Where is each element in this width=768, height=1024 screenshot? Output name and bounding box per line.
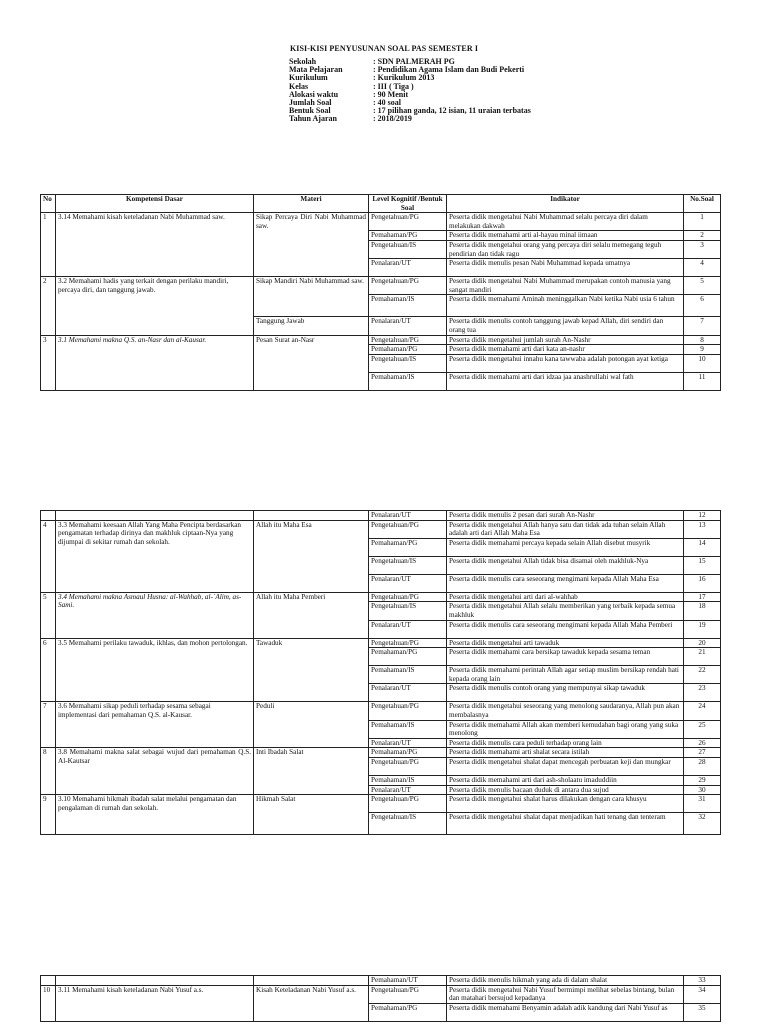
cell-indikator: Peserta didik memahami Allah akan memberi kemudahan bagi orang yang suka menolong	[447, 720, 684, 738]
cell-indikator: Peserta didik menulis cara peduli terhadap orang lain	[447, 738, 684, 748]
cell-no-soal: 13	[684, 520, 721, 538]
cell-level: Pengetahuan/PG	[369, 638, 447, 648]
cell-kompetensi-dasar: 3.11 Memahami kisah keteladanan Nabi Yusuf a.s.	[56, 985, 254, 1021]
cell-no: 10	[41, 985, 56, 1021]
cell-materi: Tanggung Jawab	[254, 317, 369, 335]
cell-no-soal: 2	[684, 231, 721, 241]
cell-indikator: Peserta didik memahami arti al-hayau minal iimaan	[447, 231, 684, 241]
cell-no-soal: 31	[684, 795, 721, 813]
cell-no-soal: 29	[684, 775, 721, 785]
cell-no-soal: 24	[684, 702, 721, 720]
cell-indikator: Peserta didik mengetahui seseorang yang menolong saudaranya, Allah pun akan membalasnya	[447, 702, 684, 720]
cell-level: Pemahaman/IS	[369, 372, 447, 390]
info-label: Alokasi waktu	[289, 89, 339, 99]
cell-kompetensi-dasar: 3.1 Memahami makna Q.S. an-Nasr dan al-Kausar.	[56, 335, 254, 390]
cell-indikator: Peserta didik menulis contoh orang yang mempunyai sikap tawaduk	[447, 684, 684, 702]
cell-indikator: Peserta didik memahami percaya kepada selain Allah disebut musyrik	[447, 538, 684, 556]
cell-indikator: Peserta didik mengetahui Nabi Muhammad selalu percaya diri dalam melakukan dakwah	[447, 213, 684, 231]
cell-level: Pemahaman/IS	[369, 775, 447, 785]
cell-no-soal: 33	[684, 976, 721, 986]
cell-indikator: Peserta didik menulis hikmah yang ada di dalam shalat	[447, 976, 684, 986]
cell-kompetensi-dasar: 3.3 Memahami keesaan Allah Yang Maha Pencipta berdasarkan pengamatan terhadap dirinya dan makhluk ciptaan-Nya yang dijumpai di sekitar rumah dan sekolah.	[56, 520, 254, 592]
cell-indikator: Peserta didik memahami arti shalat secara istilah	[447, 748, 684, 758]
cell-indikator: Peserta didik memahami arti dari ash-sholaatu imaduddiin	[447, 775, 684, 785]
cell-indikator: Peserta didik memahami Aminah meninggalkan Nabi ketika Nabi usia 6 tahun	[447, 295, 684, 317]
grid-table-page-2	[40, 510, 721, 835]
cell-no-soal: 12	[684, 511, 721, 521]
grid-table-page-3	[40, 975, 721, 1022]
cell-no: 4	[41, 520, 56, 592]
cell-indikator: Peserta didik mengetahui Allah tidak bisa disamai oleh makhluk-Nya	[447, 556, 684, 574]
cell-no-soal: 4	[684, 259, 721, 277]
cell-no-soal: 5	[684, 277, 721, 295]
cell-level: Pemahaman/IS	[369, 720, 447, 738]
cell-level: Penalaran/UT	[369, 317, 447, 335]
cell-no-soal: 1	[684, 213, 721, 231]
cell-level: Pemahaman/UT	[369, 976, 447, 986]
cell-level: Pemahaman/IS	[369, 666, 447, 684]
cell-indikator: Peserta didik mengetahui shalat harus dilakukan dengan cara khusyu	[447, 795, 684, 813]
cell-no: 2	[41, 277, 56, 335]
cell-kompetensi-dasar	[56, 511, 254, 521]
cell-indikator: Peserta didik menulis contoh tanggung jawab kepad Allah, diri sendiri dan orang tua	[447, 317, 684, 335]
info-value: : 90 Menit	[373, 89, 409, 99]
cell-indikator: Peserta didik menulis cara seseorang mengimani kepada Allah Maha Pemberi	[447, 620, 684, 638]
cell-no: 1	[41, 213, 56, 277]
cell-indikator: Peserta didik menulis cara seseorang mengimani kepada Allah Maha Esa	[447, 574, 684, 592]
cell-no-soal: 22	[684, 666, 721, 684]
cell-level: Penalaran/UT	[369, 259, 447, 277]
cell-indikator: Peserta didik memahami cara bersikap tawaduk kepada sesama teman	[447, 648, 684, 666]
cell-materi	[254, 976, 369, 986]
table-row	[41, 511, 721, 521]
info-value: : Pendidikan Agama Islam dan Budi Pekerti	[373, 65, 525, 75]
cell-level: Pengetahuan/PG	[369, 335, 447, 345]
info-value: : 2018/2019	[373, 114, 412, 124]
cell-level: Pemahaman/PG	[369, 648, 447, 666]
table-row	[41, 277, 721, 295]
cell-no-soal: 15	[684, 556, 721, 574]
document-title: KISI-KISI PENYUSUNAN SOAL PAS SEMESTER I	[289, 44, 479, 53]
cell-level: Penalaran/UT	[369, 684, 447, 702]
document-info	[289, 58, 531, 124]
table-row	[41, 213, 721, 231]
cell-materi: Sikap Percaya Diri Nabi Muhammad saw.	[254, 213, 369, 277]
cell-no: 8	[41, 748, 56, 795]
info-label: Tahun Ajaran	[289, 114, 337, 124]
cell-no-soal: 7	[684, 317, 721, 335]
cell-level: Penalaran/UT	[369, 738, 447, 748]
cell-no-soal: 32	[684, 813, 721, 835]
cell-kompetensi-dasar: 3.14 Memahami kisah keteladanan Nabi Muhammad saw.	[56, 213, 254, 277]
cell-level: Pengetahuan/PG	[369, 702, 447, 720]
table-header-row	[41, 195, 721, 213]
table-row	[41, 592, 721, 602]
cell-indikator: Peserta didik mengetahui shalat dapat mencegah perbuatan keji dan mungkar	[447, 757, 684, 775]
cell-level: Pemahaman/PG	[369, 231, 447, 241]
cell-level: Pengetahuan/PG	[369, 213, 447, 231]
cell-kompetensi-dasar: 3.2 Memahami hadis yang terkait dengan perilaku mandiri, percaya diri, dan tanggung jawab.	[56, 277, 254, 335]
cell-materi: Allah itu Maha Esa	[254, 520, 369, 592]
cell-indikator: Peserta didik menulis pesan Nabi Muhammad kepada umatnya	[447, 259, 684, 277]
cell-level: Penalaran/UT	[369, 620, 447, 638]
header-indikator: Indikator	[447, 195, 684, 213]
cell-indikator: Peserta didik menulis 2 pesan dari surah An-Nashr	[447, 511, 684, 521]
cell-no-soal: 34	[684, 985, 721, 1003]
header-kompetensi-dasar: Kompetensi Dasar	[56, 195, 254, 213]
cell-level: Pemahaman/PG	[369, 1003, 447, 1021]
cell-indikator: Peserta didik memahami Benyamin adalah adik kandung dari Nabi Yusuf as	[447, 1003, 684, 1021]
cell-no-soal: 30	[684, 785, 721, 795]
header-no-soal: No.Soal	[684, 195, 721, 213]
cell-level: Pengetahuan/IS	[369, 602, 447, 620]
cell-level: Pengetahuan/IS	[369, 556, 447, 574]
cell-indikator: Peserta didik memahami arti dari kata an-nashr	[447, 345, 684, 355]
cell-no-soal: 26	[684, 738, 721, 748]
header-level-kognitif: Level Kognitif /Bentuk Soal	[369, 195, 447, 213]
cell-kompetensi-dasar: 3.6 Memahami sikap peduli terhadap sesama sebagai implementasi dari pemahaman Q.S. al-Kausar.	[56, 702, 254, 748]
cell-no	[41, 511, 56, 521]
cell-level: Pengetahuan/IS	[369, 354, 447, 372]
cell-no-soal: 18	[684, 602, 721, 620]
cell-no-soal: 8	[684, 335, 721, 345]
cell-indikator: Peserta didik mengetahui Nabi Yusuf bermimpi melihat sebelas bintang, bulan dan matahari bersujud kepadanya	[447, 985, 684, 1003]
table-row	[41, 795, 721, 813]
cell-indikator: Peserta didik mengetahui Allah selalu memberikan yang terbaik kepada semua makhluk	[447, 602, 684, 620]
cell-indikator: Peserta didik mengetahui jumlah surah An-Nashr	[447, 335, 684, 345]
cell-no-soal: 28	[684, 757, 721, 775]
cell-level: Pengetahuan/PG	[369, 592, 447, 602]
cell-indikator: Peserta didik mengetahui arti tawaduk	[447, 638, 684, 648]
cell-no-soal: 23	[684, 684, 721, 702]
info-label: Kelas	[289, 81, 309, 91]
cell-no-soal: 9	[684, 345, 721, 355]
cell-level: Pemahaman/PG	[369, 538, 447, 556]
info-label: Bentuk Soal	[289, 106, 331, 116]
cell-indikator: Peserta didik memahami arti dari idzaa jaa anashrullahi wal fath	[447, 372, 684, 390]
cell-no-soal: 6	[684, 295, 721, 317]
cell-level: Pengetahuan/PG	[369, 757, 447, 775]
table-row	[41, 985, 721, 1003]
table-row	[41, 520, 721, 538]
cell-indikator: Peserta didik mengetahui Nabi Muhammad merupakan contoh manusia yang sangat mandiri	[447, 277, 684, 295]
cell-no-soal: 20	[684, 638, 721, 648]
cell-level: Pengetahuan/PG	[369, 277, 447, 295]
cell-materi	[254, 511, 369, 521]
table-row	[41, 748, 721, 758]
cell-no-soal: 27	[684, 748, 721, 758]
cell-no-soal: 19	[684, 620, 721, 638]
cell-level: Pengetahuan/PG	[369, 795, 447, 813]
cell-no-soal: 25	[684, 720, 721, 738]
header-materi: Materi	[254, 195, 369, 213]
cell-indikator: Peserta didik memahami perintah Allah agar setiap muslim bersikap rendah hati kepada orang lain	[447, 666, 684, 684]
info-label: Jumlah Soal	[289, 97, 332, 107]
info-label: Kurikulum	[289, 73, 328, 83]
cell-level: Penalaran/UT	[369, 574, 447, 592]
cell-no: 7	[41, 702, 56, 748]
cell-indikator: Peserta didik mengetahui shalat dapat menjadikan hati tenang dan tenteram	[447, 813, 684, 835]
cell-no-soal: 35	[684, 1003, 721, 1021]
cell-no-soal: 17	[684, 592, 721, 602]
cell-level: Pemahaman/IS	[369, 295, 447, 317]
cell-materi: Tawaduk	[254, 638, 369, 702]
cell-materi: Allah itu Maha Pemberi	[254, 592, 369, 638]
info-label: Mata Pelajaran	[289, 65, 343, 75]
info-value: : III ( Tiga )	[373, 81, 414, 91]
header-no: No	[41, 195, 56, 213]
cell-materi: Inti Ibadah Salat	[254, 748, 369, 795]
cell-no: 5	[41, 592, 56, 638]
cell-level: Penalaran/UT	[369, 511, 447, 521]
cell-materi: Peduli	[254, 702, 369, 748]
cell-no-soal: 11	[684, 372, 721, 390]
cell-no-soal: 16	[684, 574, 721, 592]
info-row	[289, 115, 531, 123]
cell-materi: Sikap Mandiri Nabi Muhammad saw.	[254, 277, 369, 317]
cell-level: Pengetahuan/IS	[369, 813, 447, 835]
cell-kompetensi-dasar	[56, 976, 254, 986]
info-value: : 40 soal	[373, 97, 401, 107]
cell-level: Pemahaman/PG	[369, 748, 447, 758]
cell-materi: Hikmah Salat	[254, 795, 369, 835]
cell-no-soal: 14	[684, 538, 721, 556]
cell-indikator: Peserta didik menulis bacaan duduk di antara dua sujud	[447, 785, 684, 795]
cell-level: Pemahaman/PG	[369, 345, 447, 355]
cell-kompetensi-dasar: 3.10 Memahami hikmah ibadah salat melalui pengamatan dan pengalaman di rumah dan sekolah.	[56, 795, 254, 835]
info-label: Sekolah	[289, 57, 317, 66]
table-row	[41, 976, 721, 986]
info-value: : 17 pilihan ganda, 12 isian, 11 uraian terbatas	[373, 106, 531, 116]
cell-level: Pengetahuan/PG	[369, 520, 447, 538]
cell-indikator: Peserta didik mengetahui Allah hanya satu dan tidak ada tuhan selain Allah adalah arti dari Allah Maha Esa	[447, 520, 684, 538]
cell-indikator: Peserta didik mengetahui orang yang percaya diri selalu memegang teguh pendirian dan tidak ragu	[447, 240, 684, 258]
cell-no	[41, 976, 56, 986]
cell-level: Penalaran/UT	[369, 785, 447, 795]
table-row	[41, 638, 721, 648]
cell-kompetensi-dasar: 3.8 Memahami makna salat sebagai wujud dari pemahaman Q.S. Al-Kautsar	[56, 748, 254, 795]
cell-no: 9	[41, 795, 56, 835]
cell-no-soal: 3	[684, 240, 721, 258]
info-value: : Kurikulum 2013	[373, 73, 435, 83]
cell-kompetensi-dasar: 3.4 Memahami makna Asmaul Husna: al-Wahhab, al-`Alim, as-Sami.	[56, 592, 254, 638]
cell-indikator: Peserta didik mengetahui innahu kana tawwaba adalah potongan ayat ketiga	[447, 354, 684, 372]
cell-level: Pengetahuan/PG	[369, 985, 447, 1003]
cell-no-soal: 21	[684, 648, 721, 666]
cell-materi: Pesan Surat an-Nasr	[254, 335, 369, 390]
grid-table-page-1	[40, 194, 721, 391]
cell-no: 6	[41, 638, 56, 702]
cell-indikator: Peserta didik mengetahui arti dari al-wahhab	[447, 592, 684, 602]
cell-no: 3	[41, 335, 56, 390]
cell-no-soal: 10	[684, 354, 721, 372]
table-row	[41, 702, 721, 720]
cell-materi: Kisah Keteladanan Nabi Yusuf a.s.	[254, 985, 369, 1021]
cell-level: Pengetahuan/IS	[369, 240, 447, 258]
table-row	[41, 335, 721, 345]
cell-kompetensi-dasar: 3.5 Memahami perilaku tawaduk, ikhlas, dan mohon pertolongan.	[56, 638, 254, 702]
info-value: : SDN PALMERAH PG	[373, 57, 455, 66]
